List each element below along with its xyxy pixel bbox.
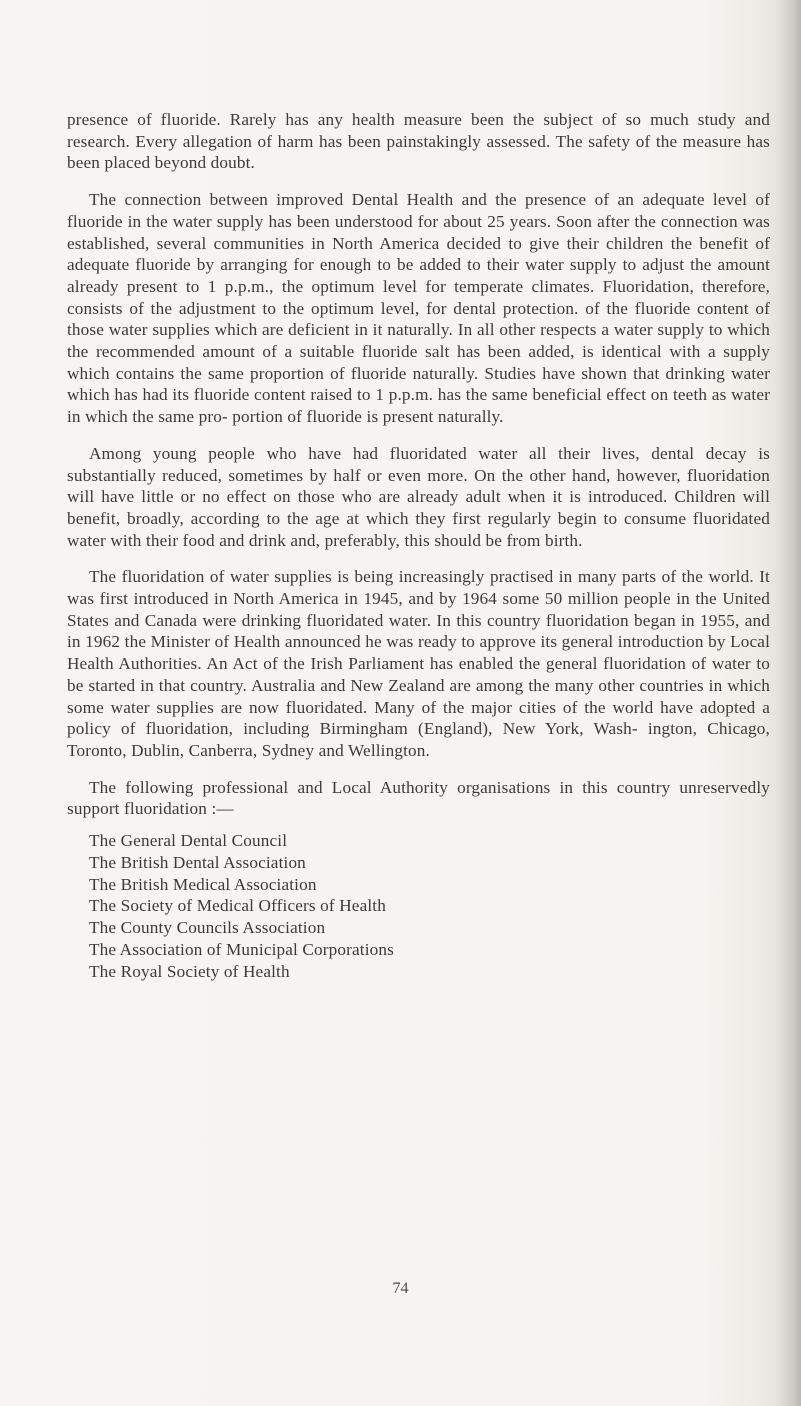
list-item: The Society of Medical Officers of Health bbox=[89, 896, 386, 916]
body-text bbox=[67, 109, 770, 983]
list-item: The General Dental Council bbox=[89, 831, 288, 851]
list-item: The Royal Society of Health bbox=[89, 961, 290, 981]
paragraph-connection: The connection between improved Dental Health and the presence of an adequate level of fluoride in the water supply has been understood for about 25 years. Soon after the connection was established, several communities in North America decided to give their children the benefit of adequate fluoride by arranging for enough to be added to their water supply to adjust the amount already present to 1 p.p.m., the optimum level for temperate climates. Fluoridation, therefore, consists of the adjustment to the optimum level, for dental protection. of the fluoride content of those water supplies which are deficient in it naturally. In all other respects a water supply to which the recommended amount of a suitable fluoride salt has been added, is identical with a supply which contains the same proportion of fluoride naturally. Studies have shown that drinking water which has had its fluoride content raised to 1 p.p.m. has the same beneficial effect on teeth as water in which the same pro- portion of fluoride is present naturally. bbox=[67, 190, 770, 427]
page-edge-shadow bbox=[779, 0, 801, 1406]
paragraph-young-people: Among young people who have had fluoridated water all their lives, dental decay is substantially reduced, sometimes by half or even more. On the other hand, however, fluoridation will have little or no effect on those who are already adult when it is introduced. Children will benefit, broadly, according to the age at which they first regularly begin to consume fluoridated water with their food and drink and, preferably, this should be from birth. bbox=[67, 443, 770, 550]
paragraph-worldwide: The fluoridation of water supplies is being increasingly practised in many parts of the world. It was first introduced in North America in 1945, and by 1964 some 50 million people in the United States and Canada were drinking fluoridated water. In this country fluoridation began in 1955, and in 1962 the Minister of Health announced he was ready to approve its general introduction by Local Health Authorities. An Act of the Irish Parliament has enabled the general fluoridation of water to be started in that country. Australia and New Zealand are among the many other countries in which some water supplies are now fluoridated. Many of the major cities of the world have adopted a policy of fluoridation, including Birmingham (England), New York, Wash- ington, Chicago, Toronto, Dublin, Canberra, Sydney and Wellington. bbox=[67, 567, 770, 760]
paragraph-support-intro: The following professional and Local Authority organisations in this country unreservedly support fluoridation :— bbox=[67, 777, 770, 819]
list-item: The Association of Municipal Corporations bbox=[89, 940, 394, 960]
list-item: The British Medical Association bbox=[89, 874, 317, 894]
organisation-list bbox=[67, 830, 770, 983]
page-number: 74 bbox=[392, 1280, 409, 1297]
list-item: The British Dental Association bbox=[89, 852, 306, 872]
list-item: The County Councils Association bbox=[89, 918, 326, 938]
paragraph-continuation: presence of fluoride. Rarely has any health measure been the subject of so much study and research. Every allegation of harm has been painstakingly assessed. The safety of the measure has been placed beyond doubt. bbox=[67, 110, 770, 173]
